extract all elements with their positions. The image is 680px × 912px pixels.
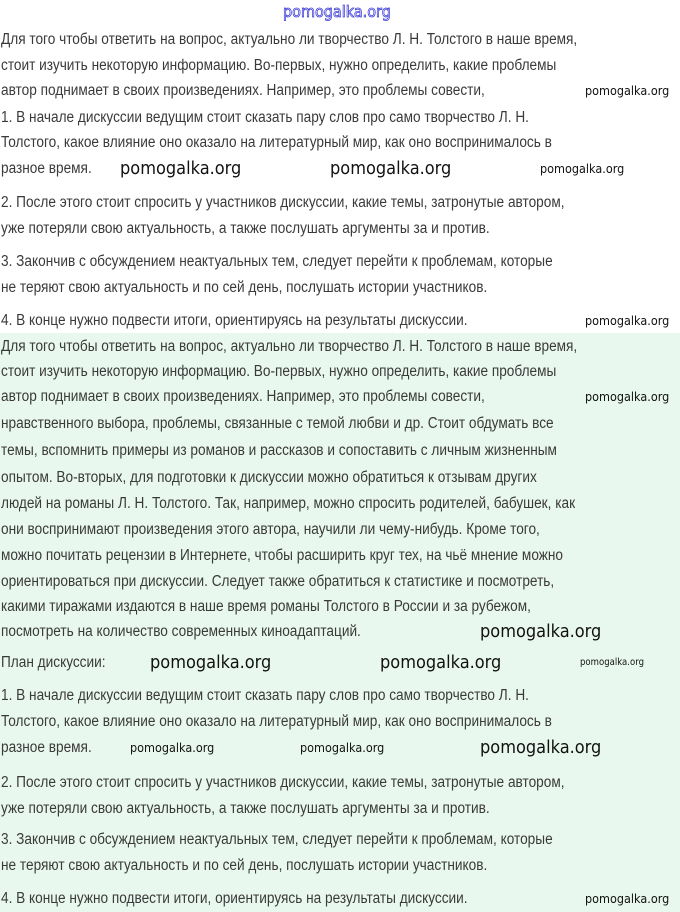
watermark: pomogalka.org	[580, 657, 645, 668]
watermark: pomogalka.org	[330, 158, 452, 179]
text-line: можно почитать рецензии в Интернете, чтобы расширить круг тех, на чьё мнение можно	[1, 547, 564, 564]
text-line: автор поднимает в своих произведениях. Например, это проблемы совести,	[1, 82, 485, 99]
text-line: Толстого, какое влияние оно оказало на литературный мир, как оно воспринималось в	[1, 134, 552, 151]
text-line: 4. В конце нужно подвести итоги, ориентируясь на результаты дискуссии.	[1, 312, 468, 329]
text-line: не теряют свою актуальность и по сей день, послушать истории участников.	[1, 857, 488, 874]
text-line: какими тиражами издаются в наше время романы Толстого в России и за рубежом,	[1, 598, 531, 615]
text-line: разное время.	[1, 160, 92, 177]
watermark: pomogalka.org	[130, 740, 215, 755]
text-line: нравственного выбора, проблемы, связанные с темой любви и др. Стоит обдумать все	[1, 415, 554, 432]
text-line: людей на романы Л. Н. Толстого. Так, например, можно спросить родителей, бабушек, как	[1, 495, 576, 512]
plan-heading: План дискуссии:	[1, 654, 106, 671]
text-line: посмотреть на количество современных киноадаптаций.	[1, 623, 361, 640]
watermark-top: pomogalka.org	[283, 2, 391, 21]
watermark: pomogalka.org	[380, 652, 502, 673]
text-line: 3. Закончив с обсуждением неактуальных тем, следует перейти к проблемам, которые	[1, 253, 553, 270]
text-line: опытом. Во-вторых, для подготовки к дискуссии можно обратиться к отзывам других	[1, 469, 537, 486]
watermark: pomogalka.org	[585, 83, 670, 98]
watermark: pomogalka.org	[480, 621, 602, 642]
text-line: 4. В конце нужно подвести итоги, ориентируясь на результаты дискуссии.	[1, 890, 468, 907]
text-line: уже потеряли свою актуальность, а также послушать аргументы за и против.	[1, 220, 490, 237]
text-line: 2. После этого стоит спросить у участников дискуссии, какие темы, затронутые автором,	[1, 774, 565, 791]
text-line: Для того чтобы ответить на вопрос, актуально ли творчество Л. Н. Толстого в наше время,	[1, 338, 578, 355]
text-line: 3. Закончив с обсуждением неактуальных тем, следует перейти к проблемам, которые	[1, 831, 553, 848]
text-line: автор поднимает в своих произведениях. Например, это проблемы совести,	[1, 388, 485, 405]
watermark: pomogalka.org	[585, 891, 670, 906]
watermark: pomogalka.org	[120, 158, 242, 179]
watermark: pomogalka.org	[585, 389, 670, 404]
text-line: не теряют свою актуальность и по сей день, послушать истории участников.	[1, 279, 488, 296]
watermark: pomogalka.org	[480, 737, 602, 758]
text-line: темы, вспомнить примеры из романов и рассказов и сопоставить с личным жизненным	[1, 442, 557, 459]
text-line: 1. В начале дискуссии ведущим стоит сказать пару слов про само творчество Л. Н.	[1, 109, 529, 126]
text-line: ориентироваться при дискуссии. Следует также обратиться к статистике и посмотреть,	[1, 573, 555, 590]
watermark: pomogalka.org	[540, 161, 625, 176]
watermark: pomogalka.org	[150, 652, 272, 673]
text-line: они воспринимают произведения этого автора, научили ли чему-нибудь. Кроме того,	[1, 521, 540, 538]
text-line: стоит изучить некоторую информацию. Во-первых, нужно определить, какие проблемы	[1, 57, 557, 74]
text-line: стоит изучить некоторую информацию. Во-первых, нужно определить, какие проблемы	[1, 363, 557, 380]
watermark: pomogalka.org	[585, 313, 670, 328]
watermark: pomogalka.org	[300, 740, 385, 755]
text-line: 1. В начале дискуссии ведущим стоит сказать пару слов про само творчество Л. Н.	[1, 687, 529, 704]
text-line: Для того чтобы ответить на вопрос, актуально ли творчество Л. Н. Толстого в наше время,	[1, 31, 578, 48]
text-line: Толстого, какое влияние оно оказало на литературный мир, как оно воспринималось в	[1, 713, 552, 730]
text-line: уже потеряли свою актуальность, а также послушать аргументы за и против.	[1, 800, 490, 817]
text-line: разное время.	[1, 739, 92, 756]
text-line: 2. После этого стоит спросить у участников дискуссии, какие темы, затронутые автором,	[1, 194, 565, 211]
